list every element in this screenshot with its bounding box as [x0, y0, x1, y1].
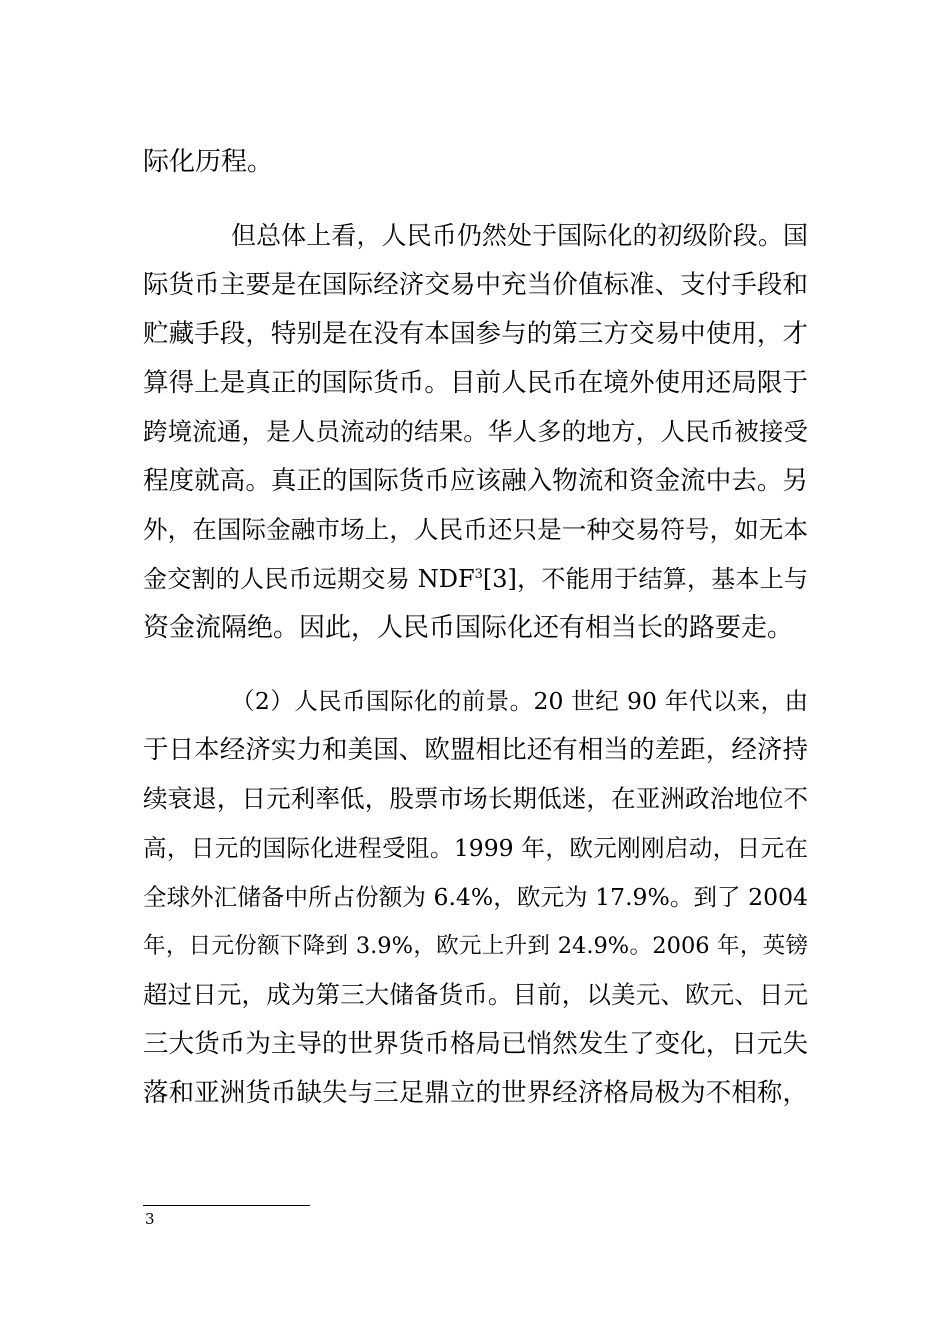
footnote-marker: 3: [145, 1210, 155, 1228]
text-line: 续衰退，日元利率低，股票市场长期低迷，在亚洲政治地位不: [143, 784, 808, 813]
text-line: 落和亚洲货币缺失与三足鼎立的世界经济格局极为不相称，: [143, 1078, 808, 1108]
text-line: 际货币主要是在国际经济交易中充当价值标准、支付手段和: [143, 270, 808, 300]
text-line: 程度就高。真正的国际货币应该融入物流和资金流中去。另: [143, 466, 808, 496]
text-line: 年，日元份额下降到 3.9%，欧元上升到 24.9%。2006 年，英镑: [143, 933, 808, 959]
text-line: 三大货币为主导的世界货币格局已悄然发生了变化，日元失: [143, 1029, 808, 1059]
text-segment: [3]，不能用于结算，基本上与: [482, 565, 808, 593]
text-line: 际化历程。: [143, 147, 274, 177]
text-line: 于日本经济实力和美国、欧盟相比还有相当的差距，经济持: [143, 735, 808, 765]
text-line: 资金流隔绝。因此，人民币国际化还有相当长的路要走。: [143, 613, 794, 643]
text-line: （2）人民币国际化的前景。20 世纪 90 年代以来，由: [231, 687, 808, 715]
text-line-with-footnote-ref: [143, 563, 808, 595]
text-line: 算得上是真正的国际货币。目前人民币在境外使用还局限于: [143, 368, 808, 398]
footnote-separator: [143, 1205, 310, 1206]
text-line: 跨境流通，是人员流动的结果。华人多的地方，人民币被接受: [143, 417, 808, 446]
text-line: 外，在国际金融市场上，人民币还只是一种交易符号，如无本: [143, 515, 808, 544]
text-line: 全球外汇储备中所占份额为 6.4%，欧元为 17.9%。到了 2004: [143, 883, 808, 911]
text-line: 超过日元，成为第三大储备货币。目前，以美元、欧元、日元: [143, 980, 808, 1009]
text-line: 贮藏手段，特别是在没有本国参与的第三方交易中使用，才: [143, 319, 808, 349]
text-line: 但总体上看，人民币仍然处于国际化的初级阶段。国: [231, 221, 808, 250]
footnote-reference: 3: [474, 567, 483, 582]
text-segment: 金交割的人民币远期交易 NDF: [143, 565, 475, 593]
text-line: 高，日元的国际化进程受阻。1999 年，欧元刚刚启动，日元在: [143, 834, 808, 862]
